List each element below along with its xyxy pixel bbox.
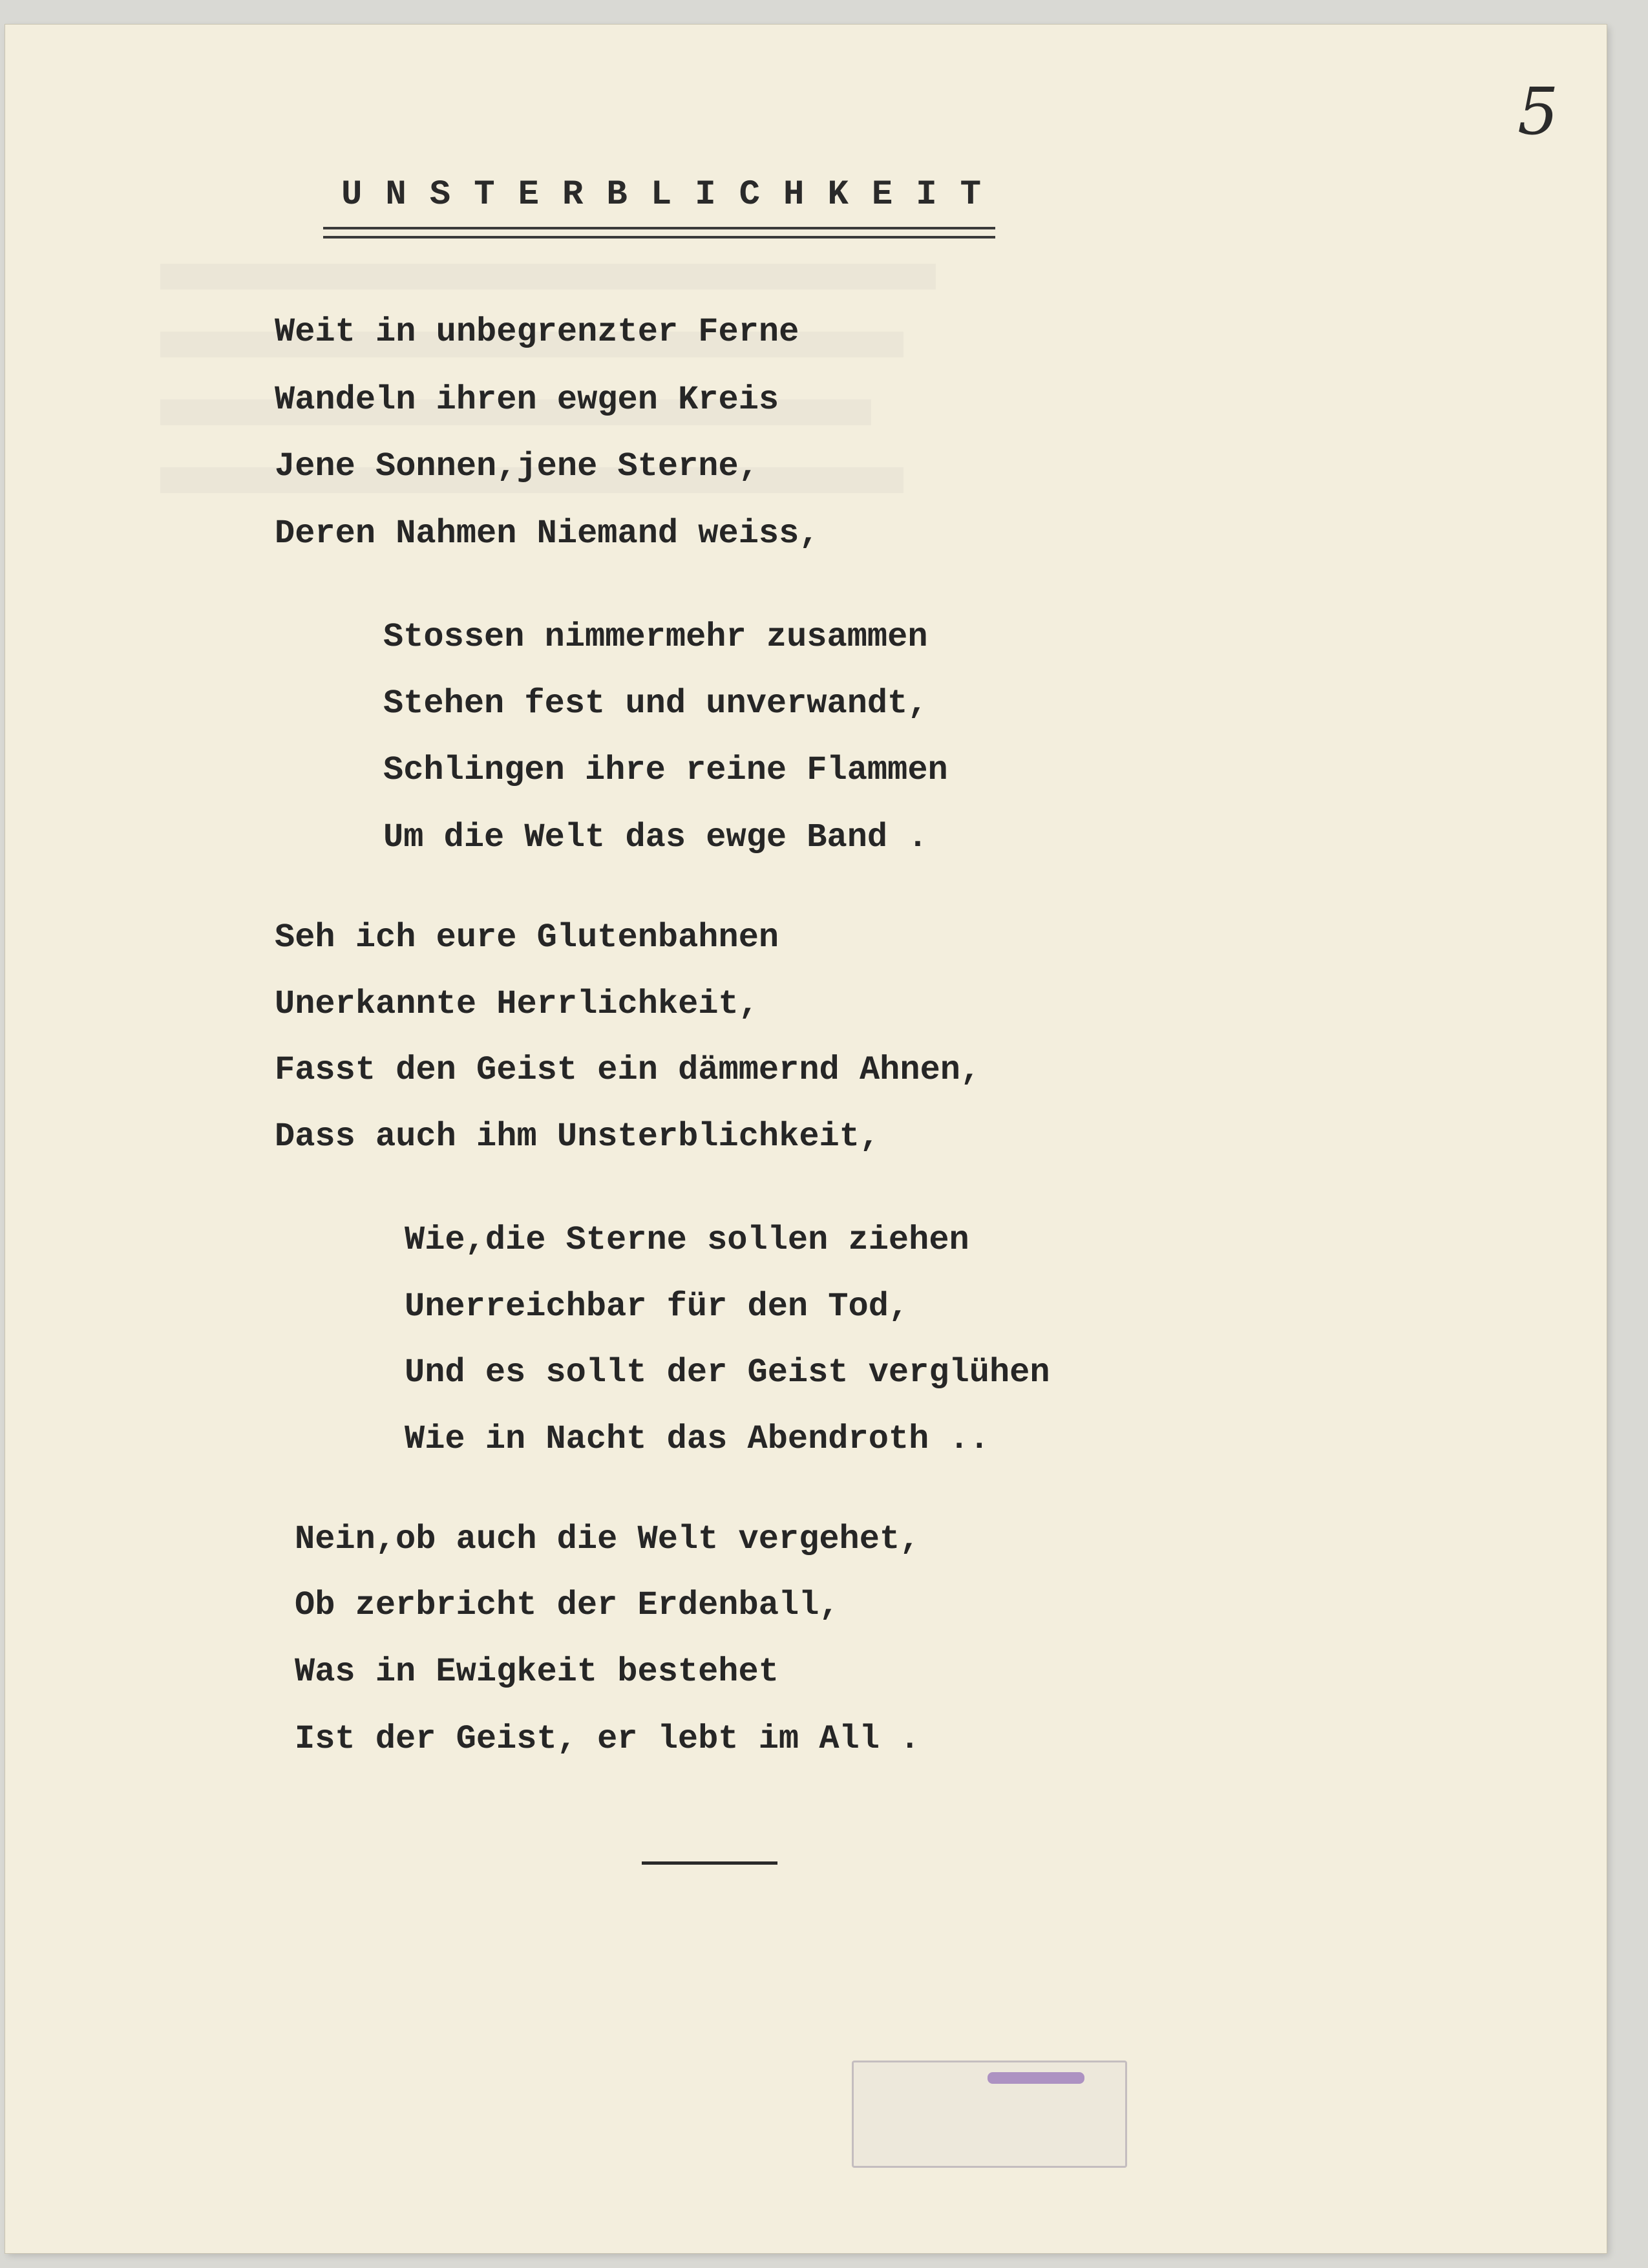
poem-line: Wie in Nacht das Abendroth .. bbox=[405, 1420, 989, 1458]
poem-line: Wie,die Sterne sollen ziehen bbox=[405, 1221, 969, 1259]
poem-line: Deren Nahmen Niemand weiss, bbox=[275, 514, 819, 553]
end-rule bbox=[642, 1861, 777, 1865]
poem-line: Nein,ob auch die Welt vergehet, bbox=[295, 1520, 920, 1558]
poem-line: Jene Sonnen,jene Sterne, bbox=[275, 447, 759, 485]
poem-line: Schlingen ihre reine Flammen bbox=[383, 751, 948, 789]
poem-line: Und es sollt der Geist verglühen bbox=[405, 1353, 1050, 1392]
document-page bbox=[5, 25, 1607, 2253]
poem-line: Stehen fest und unverwandt, bbox=[383, 684, 928, 723]
poem-line: Was in Ewigkeit bestehet bbox=[295, 1653, 779, 1691]
poem-line: Seh ich eure Glutenbahnen bbox=[275, 918, 779, 957]
poem-line: Unerreichbar für den Tod, bbox=[405, 1288, 909, 1326]
poem-title: UNSTERBLICHKEIT bbox=[341, 175, 1005, 215]
bleed-through-shadow bbox=[160, 264, 936, 290]
poem-line: Weit in unbegrenzter Ferne bbox=[275, 313, 799, 351]
poem-line: Stossen nimmermehr zusammen bbox=[383, 618, 928, 656]
poem-line: Ist der Geist, er lebt im All . bbox=[295, 1720, 920, 1758]
page-number: 5 bbox=[1517, 74, 1559, 149]
title-underline bbox=[323, 227, 995, 238]
poem-line: Wandeln ihren ewgen Kreis bbox=[275, 381, 779, 419]
poem-line: Um die Welt das ewge Band . bbox=[383, 818, 928, 856]
poem-line: Unerkannte Herrlichkeit, bbox=[275, 985, 759, 1023]
poem-line: Fasst den Geist ein dämmernd Ahnen, bbox=[275, 1051, 981, 1089]
poem-line: Ob zerbricht der Erdenball, bbox=[295, 1586, 840, 1624]
poem-line: Dass auch ihm Unsterblichkeit, bbox=[275, 1118, 880, 1156]
stamp-ink-mark bbox=[988, 2072, 1084, 2084]
